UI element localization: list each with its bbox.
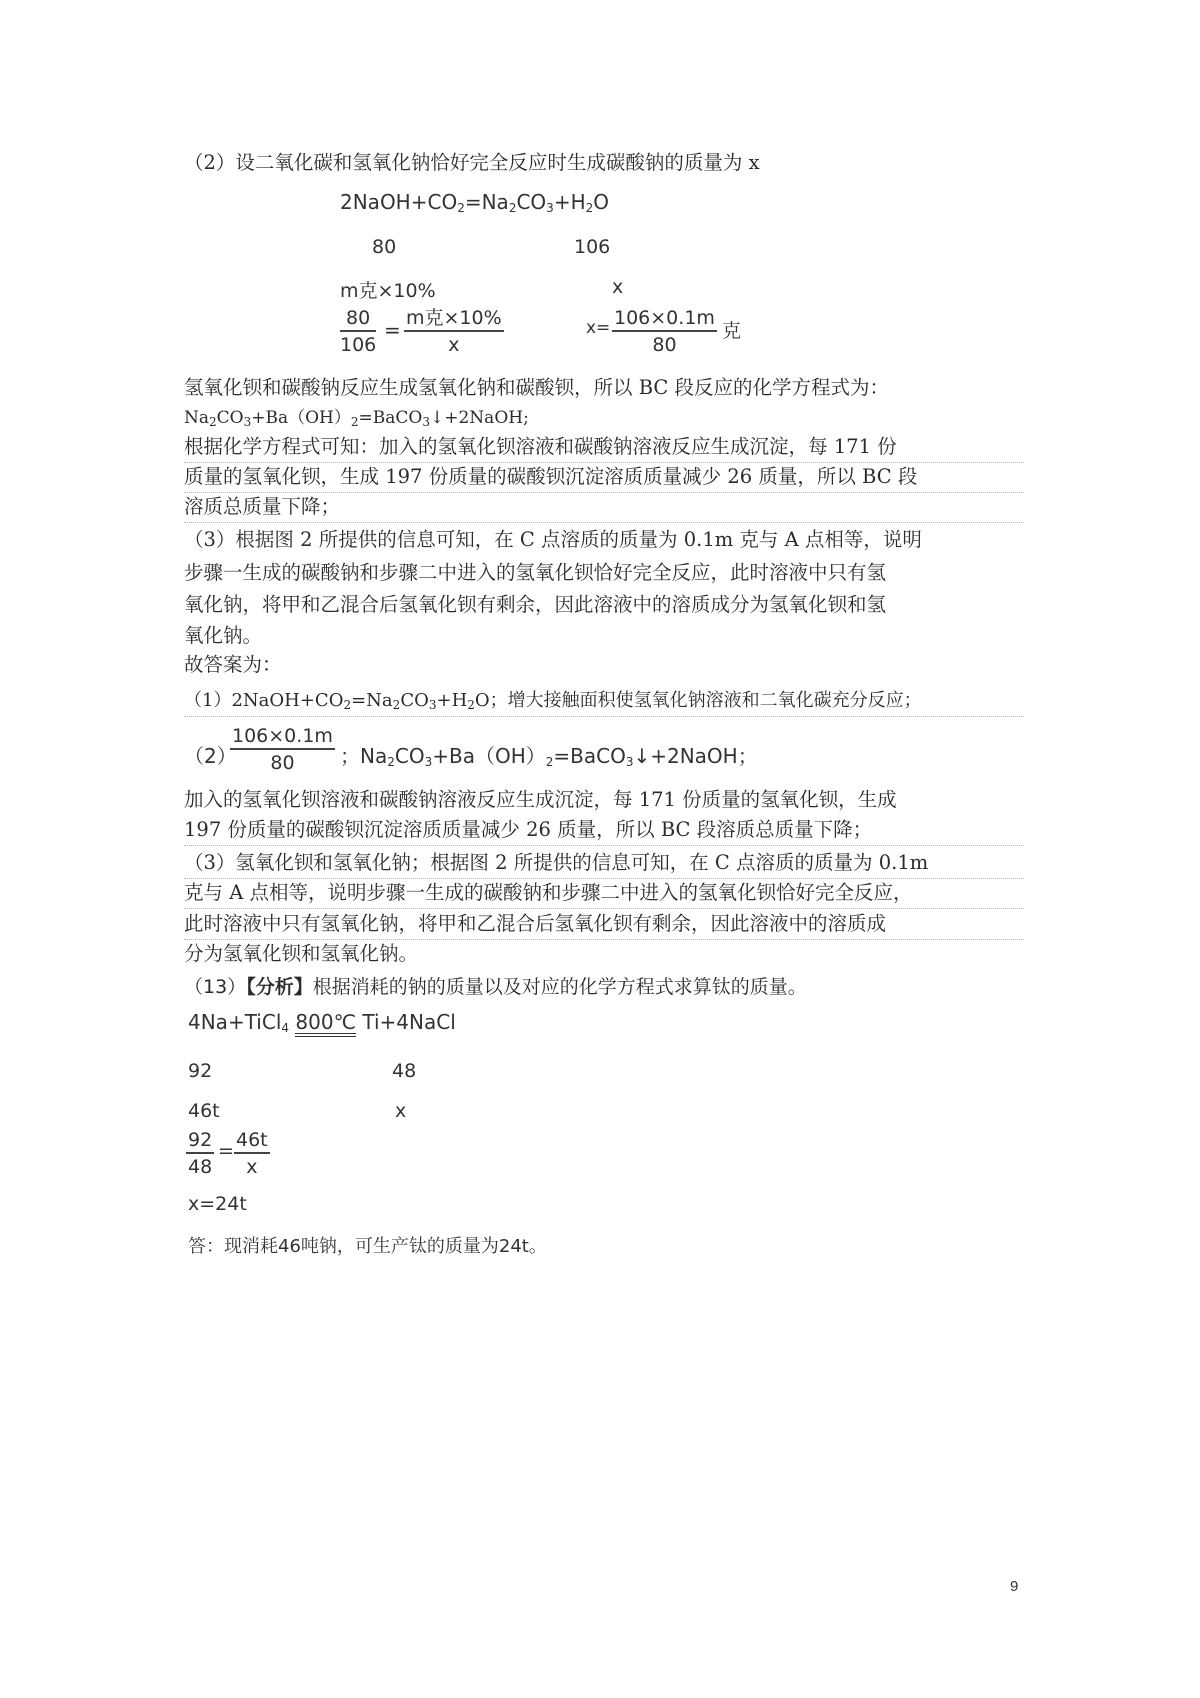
molar-mass-ti: 48 [392,1060,417,1082]
para4-line2: 197 份质量的碳酸钡沉淀溶质质量减少 26 质量，所以 BC 段溶质总质量下降； [184,815,1024,846]
result: x=24t [188,1193,247,1215]
given-mass: m克×10% [340,280,436,302]
equation-titanium: 4Na+TiCl$_4$ 800℃ Ti+4NaCl [188,1010,456,1035]
para3-line3: 氧化钠，将甲和乙混合后氢氧化钡有剩余，因此溶液中的溶质成分为氢氧化钡和氢 [184,593,887,616]
para3-line2: 步骤一生成的碳酸钠和步骤二中进入的氢氧化钡恰好完全反应，此时溶液中只有氢 [184,561,887,584]
equals-sign-2: = [218,1140,234,1162]
q13-analysis: （13）【分析】根据消耗的钠的质量以及对应的化学方程式求算钛的质量。 [184,976,807,998]
answer-label: 故答案为： [184,653,282,676]
para5-line4: 分为氢氧化钡和氢氧化钠。 [184,942,419,965]
part2-intro: （2）设二氧化碳和氢氧化钠恰好完全反应时生成碳酸钠的质量为 x [184,151,760,174]
molar-mass-naoh: 80 [372,236,397,258]
page-number: 9 [1010,1578,1019,1595]
answer-2-equation: ；$Na_2CO_3+Ba(OH)_2=BaCO_3↓+2NaOH$； [340,744,758,769]
equals-sign: = [384,318,401,342]
para5-line3: 此时溶液中只有氢氧化钠，将甲和乙混合后氢氧化钡有剩余，因此溶液中的溶质成 [184,909,1024,940]
para1-line1: 氢氧化钡和碳酸钠反应生成氢氧化钠和碳酸钡，所以 BC 段反应的化学方程式为： [184,376,890,399]
para5-line2: 克与 A 点相等，说明步骤一生成的碳酸钠和步骤二中进入的氢氧化钡恰好完全反应， [184,878,1024,909]
para1-equation: $Na_2CO_3+Ba(OH)_2=BaCO_3↓+2NaOH$; [184,408,529,429]
para5-line1: （3）氢氧化钡和氢氧化钠；根据图 2 所提供的信息可知，在 C 点溶质的质量为 0.1m [184,848,1024,879]
para2-line2: 质量的氢氧化钡，生成 197 份质量的碳酸钡沉淀溶质质量减少 26 质量，所以 BC 段 [184,462,1024,493]
fraction-92-48: $\frac{92}{48}$ [188,1129,213,1178]
para3-line1: （3）根据图 2 所提供的信息可知，在 C 点溶质的质量为 0.1m 克与 A 点相等，说明 [184,528,922,551]
para4-line1: 加入的氢氧化钡溶液和碳酸钠溶液反应生成沉淀，每 171 份质量的氢氧化钡，生成 [184,788,897,811]
answer-2-prefix: （2） [184,744,237,768]
answer-1: $(1)2NaOH+CO_2=Na_2CO_3+H_2O$；增大接触面积使氢氧化钠溶液和二氧化碳充分反应； [184,686,1024,717]
final-answer: 答：现消耗46吨钠，可生产钛的质量为24t。 [188,1236,547,1257]
para2-line3: 溶质总质量下降； [184,492,1024,523]
reaction-condition: 800℃ [295,1011,356,1037]
molar-mass-na: 92 [188,1060,213,1082]
x-equals: x= [586,318,611,338]
unknown-x: x [612,276,624,298]
given-na-mass: 46t [188,1100,220,1122]
para2-line1: 根据化学方程式可知：加入的氢氧化钡溶液和碳酸钠溶液反应生成沉淀，每 171 份 [184,432,1024,463]
fraction-m-x: m克×10% x [406,307,502,356]
molar-mass-na2co3: 106 [574,236,611,258]
para3-line4: 氧化钠。 [184,624,263,647]
equation-naoh-co2: $2NaOH+CO_2=Na_2CO_3+H_2O$ [340,190,609,215]
fraction-result: $\frac{106\times 0.1m}{80}$ [614,307,715,356]
fraction-46t-x: $\frac{46t}{x}$ [236,1129,268,1178]
unit-gram: 克 [722,320,742,342]
fraction-80-106: $\frac{80}{106}$ [340,307,377,356]
answer-2-fraction: $\frac{106\times 0.1m}{80}$ [232,725,333,774]
unknown-ti-mass: x [395,1100,407,1122]
